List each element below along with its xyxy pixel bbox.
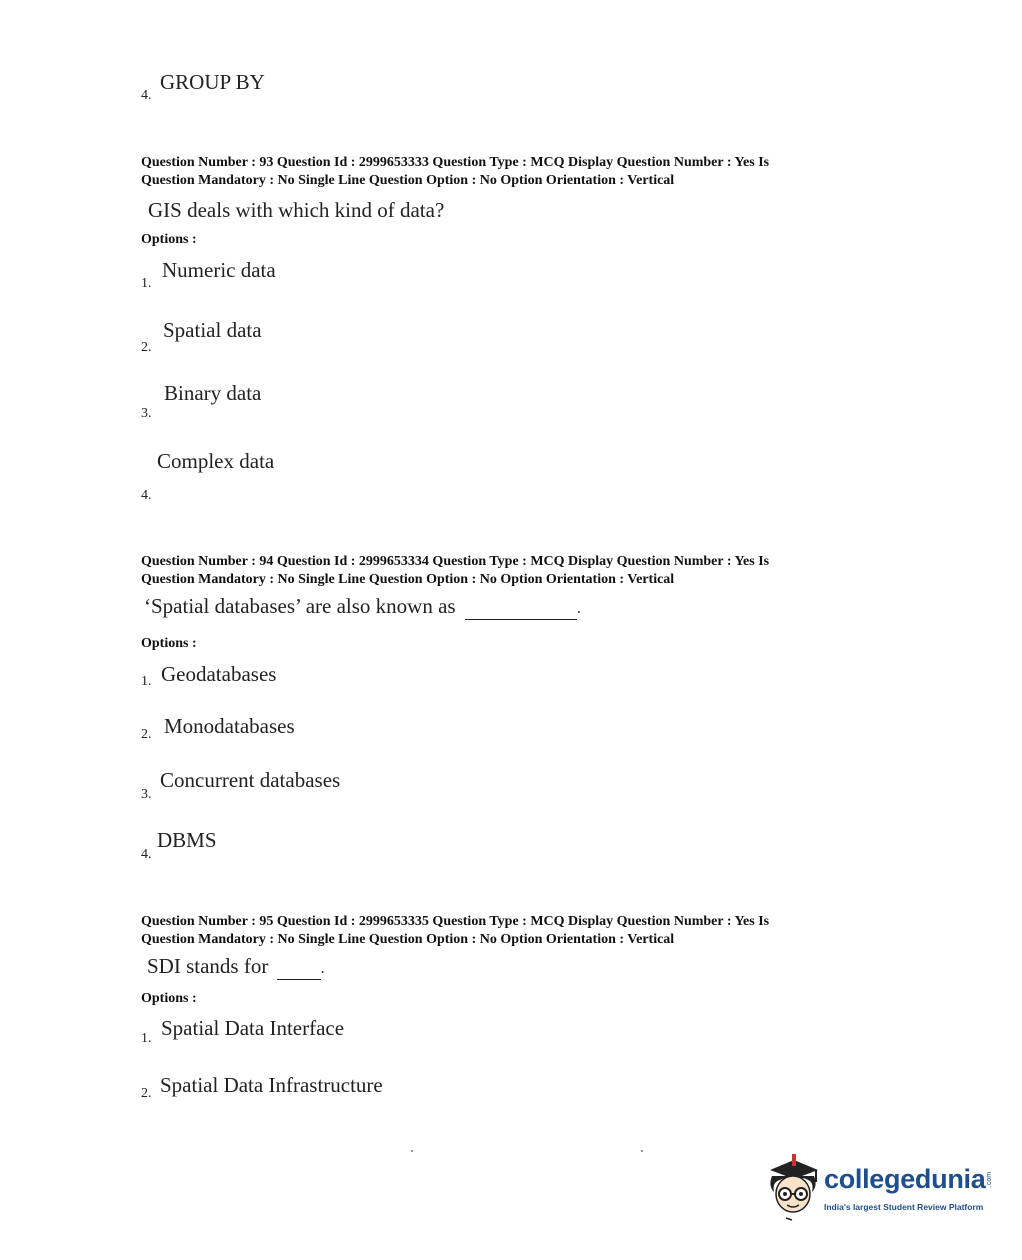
question-text: GIS deals with which kind of data? [148, 198, 445, 222]
option-text: Complex data [157, 449, 275, 473]
question-header-94 [141, 553, 881, 589]
question-text: ‘Spatial databases’ are also known as [144, 594, 456, 618]
scan-mark [411, 1150, 413, 1152]
question-header-line: Question Number : 93 Question Id : 2999653333 Question Type : MCQ Display Question Number : Yes Is [141, 155, 770, 170]
question-header-line: Question Mandatory : No Single Line Question Option : No Option Orientation : Vertical [141, 173, 675, 188]
mascot-graduate-icon [764, 1152, 822, 1222]
option-text: Spatial data [163, 318, 262, 342]
option-text: Spatial Data Infrastructure [160, 1073, 383, 1097]
option-text: GROUP BY [160, 70, 265, 94]
option-number: 4. [141, 488, 152, 503]
question-text-suffix: . [320, 960, 325, 977]
question-header-line: Question Number : 94 Question Id : 2999653334 Question Type : MCQ Display Question Number : Yes Is [141, 554, 770, 569]
option-number: 1. [141, 674, 152, 689]
question-text-95 [147, 954, 325, 980]
option-number: 2. [141, 727, 152, 742]
answer-blank [465, 594, 577, 620]
options-label: Options : [141, 232, 197, 247]
option-number: 2. [141, 1086, 152, 1101]
question-header-line: Question Mandatory : No Single Line Question Option : No Option Orientation : Vertical [141, 932, 675, 947]
question-text-94 [144, 594, 581, 620]
option-number: 3. [141, 787, 152, 802]
option-number: 4. [141, 847, 152, 862]
option-text: Numeric data [162, 258, 276, 282]
options-label: Options : [141, 991, 197, 1006]
question-header-line: Question Mandatory : No Single Line Question Option : No Option Orientation : Vertical [141, 572, 675, 587]
collegedunia-logo [764, 1150, 994, 1226]
option-number: 1. [141, 1031, 152, 1046]
option-text: Concurrent databases [160, 768, 341, 792]
question-text-suffix: . [576, 600, 581, 617]
option-text: Geodatabases [161, 662, 277, 686]
question-text: SDI stands for [147, 954, 269, 978]
options-label: Options : [141, 636, 197, 651]
logo-tagline: India's largest Student Review Platform [824, 1202, 984, 1212]
option-number: 2. [141, 340, 152, 355]
logo-suffix: .com [986, 1171, 994, 1188]
option-text: Binary data [164, 381, 262, 405]
option-number: 4. [141, 88, 152, 103]
logo-wordmark: collegedunia [824, 1164, 986, 1194]
option-number: 1. [141, 276, 152, 291]
scan-mark [641, 1150, 643, 1152]
question-header-93 [141, 154, 881, 190]
option-text: Spatial Data Interface [161, 1016, 345, 1040]
option-number: 3. [141, 406, 152, 421]
question-header-95 [141, 913, 881, 949]
question-header-line: Question Number : 95 Question Id : 2999653335 Question Type : MCQ Display Question Number : Yes Is [141, 914, 770, 929]
option-text: Monodatabases [164, 714, 295, 738]
option-text: DBMS [157, 828, 217, 852]
answer-blank [277, 954, 321, 980]
